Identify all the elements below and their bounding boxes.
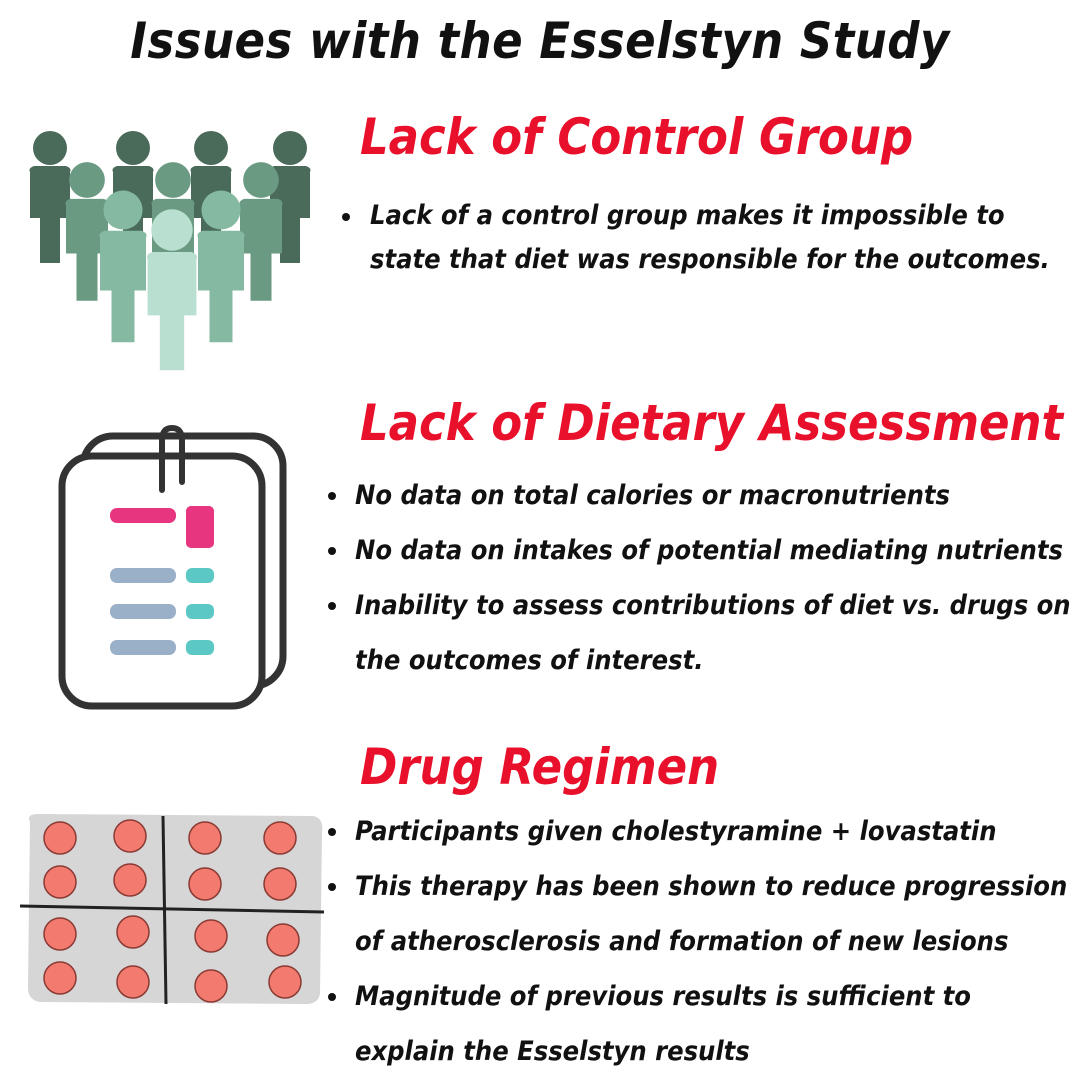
section-heading-control-group: Lack of Control Group <box>360 108 914 166</box>
section-heading-drug-regimen: Drug Regimen <box>360 738 720 796</box>
section-heading-dietary-assessment: Lack of Dietary Assessment <box>360 394 1064 452</box>
pill-blister-pack-icon <box>18 808 328 1008</box>
drug-regimen-bullet-list <box>326 804 1076 1079</box>
bullet-item: Lack of a control group makes it impossible to state that diet was responsible for the outcomes. <box>340 194 1060 282</box>
bullet-item: This therapy has been shown to reduce progression of atherosclerosis and formation of new lesions <box>326 859 1076 969</box>
control-group-bullet-list <box>340 194 1060 282</box>
people-group-icon <box>25 128 325 378</box>
page-title: Issues with the Esselstyn Study <box>130 12 950 70</box>
bullet-item: Participants given cholestyramine + lovastatin <box>326 804 1076 859</box>
bullet-item: Inability to assess contributions of diet vs. drugs on the outcomes of interest. <box>326 578 1076 688</box>
clipboard-checklist-icon <box>50 420 300 720</box>
bullet-item: No data on total calories or macronutrients <box>326 468 1076 523</box>
dietary-assessment-bullet-list <box>326 468 1076 688</box>
bullet-item: Magnitude of previous results is sufficient to explain the Esselstyn results <box>326 969 1076 1079</box>
bullet-item: No data on intakes of potential mediating nutrients <box>326 523 1076 578</box>
